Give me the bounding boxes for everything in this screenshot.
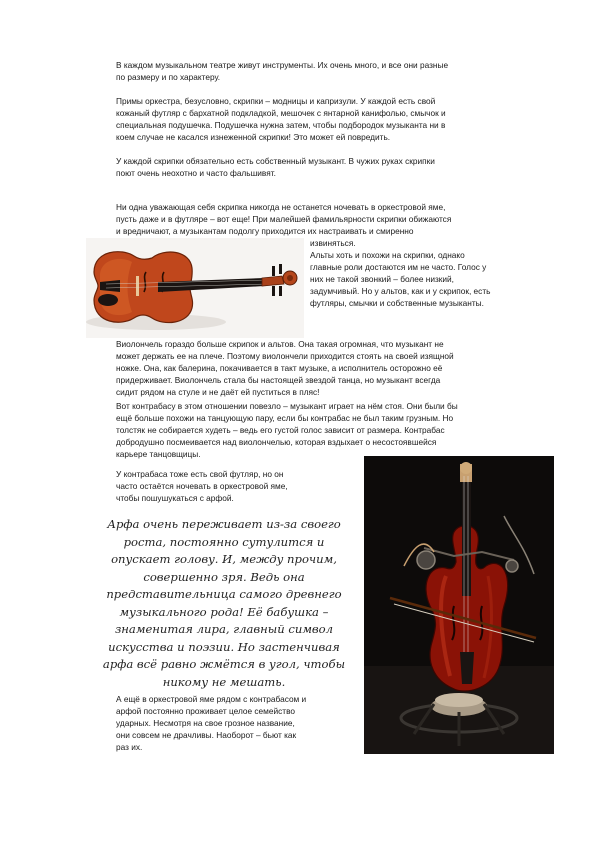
- paragraph-double-bass: [116, 400, 550, 460]
- paragraph-percussion: [116, 693, 356, 753]
- quote-line: никому не мешать.: [162, 674, 286, 689]
- paragraph-violin-musician: [116, 155, 546, 179]
- quote-line: опускает голову. И, между прочим,: [111, 552, 337, 566]
- text-line: ударных. Несмотря на свое грозное название,: [116, 718, 295, 728]
- text-line: Примы оркестра, безусловно, скрипки – модницы и капризули. У каждой есть свой: [116, 96, 436, 106]
- quote-line: музыкального рода! Её бабушка –: [119, 604, 329, 619]
- text-line: Виолончель гораздо больше скрипок и альтов. Она такая огромная, что музыкант не: [116, 339, 444, 349]
- text-line: толстяк не собирается худеть – ведь его густой голос зависит от размера. Контрабас: [116, 425, 445, 435]
- harp-quote: [86, 516, 362, 691]
- text-line: коем случае не касался изнеженной скрипки! Это может ей повредить.: [116, 132, 391, 142]
- quote-line: роста, постоянно сутулится и: [123, 534, 325, 549]
- quote-line: арфа всё равно жмётся в угол, чтобы: [102, 657, 346, 671]
- quote-line: Арфа очень переживает из-за своего: [107, 517, 341, 531]
- paragraph-violas: [310, 249, 550, 309]
- quote-line: знаменитая лира, главный символ: [114, 622, 334, 636]
- paragraph-violin-pride-end: [310, 237, 550, 249]
- text-line: придерживает. Виолончель стала бы настоящей звездой танца, но музыкант всегда: [116, 375, 441, 385]
- paragraph-violins: [116, 95, 546, 143]
- text-line: Вот контрабасу в этом отношении повезло – музыкант играет на нём стоя. Они были бы: [116, 401, 458, 411]
- text-line: задумчивый. Но у альтов, как и у скрипок, есть: [310, 286, 491, 296]
- text-line: А ещё в оркестровой яме рядом с контрабасом и: [116, 694, 307, 704]
- paragraph-violin-pride: [116, 201, 550, 237]
- text-line: извиняться.: [310, 238, 356, 248]
- text-line: пусть даже и в футляре – вот еще! При малейшей фамильярности скрипки обижаются: [116, 214, 452, 224]
- text-line: и вредничают, а музыкантам подолгу приходится их настраивать и смиренно: [116, 226, 414, 236]
- text-line: У каждой скрипки обязательно есть собственный музыкант. В чужих руках скрипки: [116, 156, 435, 166]
- text-line: может держать ее на плече. Поэтому виолончели приходится стоять на своей изящной: [116, 351, 454, 361]
- text-line: Альты хоть и похожи на скрипки, однако: [310, 250, 465, 260]
- text-line: раз их.: [116, 742, 143, 752]
- text-line: чтобы пошушукаться с арфой.: [116, 493, 234, 503]
- cello-image: [364, 456, 554, 754]
- text-line: арфой постоянно проживает целое семейство: [116, 706, 296, 716]
- text-line: кожаный футляр с бархатной подкладкой, мешочек с янтарной канифолью, смычок и: [116, 108, 446, 118]
- text-line: они совсем не драчливы. Наоборот – бьют как: [116, 730, 297, 740]
- text-line: часто остаётся ночевать в оркестровой яме,: [116, 481, 288, 491]
- text-line: главные роли достаются им не часто. Голос у: [310, 262, 487, 272]
- paragraph-instruments-intro: [116, 59, 546, 83]
- text-line: сидит рядом на стуле и не даёт ей пуститься в пляс!: [116, 387, 320, 397]
- text-line: по размеру и по характеру.: [116, 72, 221, 82]
- quote-line: искусства и поэзии. Но застенчивая: [108, 639, 340, 654]
- text-line: добродушно посмеивается над виолончелью, которая вздыхает о несостоявшейся: [116, 437, 437, 447]
- text-line: Ни одна уважающая себя скрипка никогда не останется ночевать в оркестровой яме,: [116, 202, 446, 212]
- paragraph-bass-case: [116, 468, 360, 504]
- text-line: карьере танцовщицы.: [116, 449, 201, 459]
- text-line: ещё больше похожи на танцующую пару, если бы контрабас не был таким грузным. Но: [116, 413, 454, 423]
- text-line: В каждом музыкальном театре живут инструменты. Их очень много, и все они разные: [116, 60, 449, 70]
- violin-image: [86, 238, 304, 338]
- text-line: поют очень неохотно и часто фальшивят.: [116, 168, 276, 178]
- text-line: У контрабаса тоже есть свой футляр, но он: [116, 469, 284, 479]
- quote-line: представительница самого древнего: [106, 587, 342, 601]
- paragraph-cello: [116, 338, 550, 398]
- text-line: специальная подушечка. Подушечка нужна затем, чтобы подбородок музыканта ни в: [116, 120, 446, 130]
- quote-line: совершенно зря. Ведь она: [143, 569, 305, 584]
- text-line: ножке. Она, как балерина, покачивается в такт музыке, а исполнитель осторожно её: [116, 363, 443, 373]
- text-line: футляры, смычки и собственные музыканты.: [310, 298, 484, 308]
- text-line: них не такой звонкий – более низкий,: [310, 274, 454, 284]
